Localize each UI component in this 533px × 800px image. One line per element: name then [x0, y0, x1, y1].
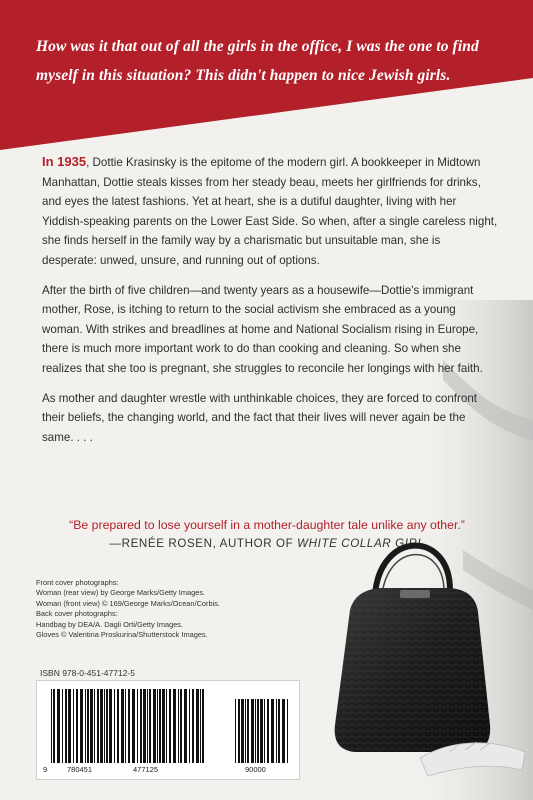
barcode-bar: [278, 699, 280, 763]
barcode-bar: [117, 689, 119, 763]
barcode-bar: [260, 699, 263, 763]
barcode-bar: [94, 689, 95, 763]
barcode-bar: [125, 689, 126, 763]
barcode-bar: [180, 689, 182, 763]
blurb-attribution: —RENÉE ROSEN, AUTHOR OF WHITE COLLAR GIRL: [109, 537, 425, 550]
barcode-bar: [241, 699, 244, 763]
lead-in: In 1935: [42, 154, 87, 169]
credit-line: Woman (front view) © 169/George Marks/Ocean/Corbis.: [36, 598, 220, 608]
barcode-bar: [80, 689, 83, 763]
barcode-bar: [147, 689, 148, 763]
credit-line: Woman (rear view) by George Marks/Getty Images.: [36, 588, 206, 598]
barcode-bar: [196, 689, 199, 763]
barcode-bar: [121, 689, 124, 763]
handbag-image: [300, 500, 533, 790]
barcode-bar: [62, 689, 63, 763]
credit-line: Front cover photographs:: [36, 578, 119, 587]
barcode-bar: [282, 699, 285, 763]
photo-credits: [36, 578, 296, 640]
barcode-bar: [53, 689, 55, 763]
barcode-bar: [287, 699, 288, 763]
barcode-bar: [166, 689, 167, 763]
credit-line: Gloves © Valentina Proskurina/Shutterstock Images.: [36, 630, 208, 640]
barcode-bar: [247, 699, 249, 763]
barcode-bar: [87, 689, 89, 763]
barcode-bar: [235, 699, 236, 763]
barcode-bar: [202, 689, 204, 763]
barcode-bar: [251, 699, 254, 763]
barcode-bar: [51, 689, 52, 763]
barcode-bar: [57, 689, 60, 763]
barcode: [36, 680, 300, 780]
barcode-bar: [143, 689, 146, 763]
barcode-bar: [169, 689, 171, 763]
barcode-bar: [132, 689, 135, 763]
barcode-bar: [109, 689, 112, 763]
barcode-bar: [157, 689, 158, 763]
synopsis-paragraph-2: After the birth of five children—and twenty years as a housewife—Dottie's immigrant mother, Rose, is itching to return to the social activism she embraced as a young woman. With strikes and breadlines at home and National Socialism rising in Europe, there is much more important work to do than cooking and cleaning. So when she realizes that she too is pregnant, she struggles to reconcile her longings with her faith.: [42, 283, 483, 375]
barcode-bar: [137, 689, 138, 763]
barcode-digits-left: 780451: [67, 765, 93, 774]
barcode-bar: [65, 689, 67, 763]
blurb-quote: “Be prepared to lose yourself in a mother-daughter tale unlike any other.”: [69, 518, 465, 532]
barcode-bar: [97, 689, 99, 763]
barcode-bar: [245, 699, 246, 763]
blurb-book-title: WHITE COLLAR GIRL: [297, 537, 425, 550]
barcode-addon-digits: 90000: [245, 765, 266, 774]
credit-line: Back cover photographs:: [36, 609, 118, 619]
barcode-bar: [68, 689, 71, 763]
synopsis-paragraph-3: As mother and daughter wrestle with unthinkable choices, they are forced to confront their beliefs, the changing world, and the fact that their lives will never again be the same. . . .: [42, 391, 478, 444]
barcode-bar: [178, 689, 179, 763]
barcode-bar: [200, 689, 201, 763]
barcode-digits-right: 477125: [133, 765, 159, 774]
isbn-label: ISBN 978-0-451-47712-5: [40, 668, 135, 678]
barcode-bar: [104, 689, 105, 763]
barcode-bar: [271, 699, 274, 763]
barcode-bar: [85, 689, 86, 763]
barcode-bar: [257, 699, 259, 763]
barcode-bar: [128, 689, 130, 763]
barcode-bar: [255, 699, 256, 763]
barcode-bar: [173, 689, 176, 763]
barcode-bar: [100, 689, 103, 763]
barcode-bar: [90, 689, 93, 763]
barcode-bar: [162, 689, 165, 763]
barcode-bar: [184, 689, 187, 763]
barcode-bar: [76, 689, 78, 763]
barcode-bar: [238, 699, 240, 763]
barcode-bar: [159, 689, 161, 763]
barcode-bar: [264, 699, 265, 763]
banner-quote: How was it that out of all the girls in the office, I was the one to find myself in this situation? This didn't happen to nice Jewish girls.: [36, 38, 479, 84]
barcode-bar: [276, 699, 277, 763]
barcode-bar: [192, 689, 194, 763]
barcode-bar: [73, 689, 74, 763]
barcode-digit-lead: 9: [43, 765, 48, 774]
barcode-bar: [149, 689, 151, 763]
barcode-bar: [106, 689, 108, 763]
synopsis: [42, 152, 498, 457]
barcode-bar: [114, 689, 115, 763]
barcode-bar: [189, 689, 190, 763]
credit-line: Handbag by DEA/A. Dagli Orti/Getty Images.: [36, 619, 184, 629]
synopsis-paragraph-1: In 1935, Dottie Krasinsky is the epitome of the modern girl. A bookkeeper in Midtown Manhattan, Dottie steals kisses from her steady beau, meets her girlfriends for drinks, and eyes the latest fashions. Yet at heart, she is a dutiful daughter, living with her Yiddish-speaking parents on the Lower East Side. So when, after a single careless night, she finds herself in the family way by a charismatic but unsuitable man, she is desperate: unwed, unsure, and running out of options.: [42, 154, 498, 267]
barcode-bar: [267, 699, 269, 763]
barcode-bar: [153, 689, 156, 763]
barcode-bar: [140, 689, 142, 763]
